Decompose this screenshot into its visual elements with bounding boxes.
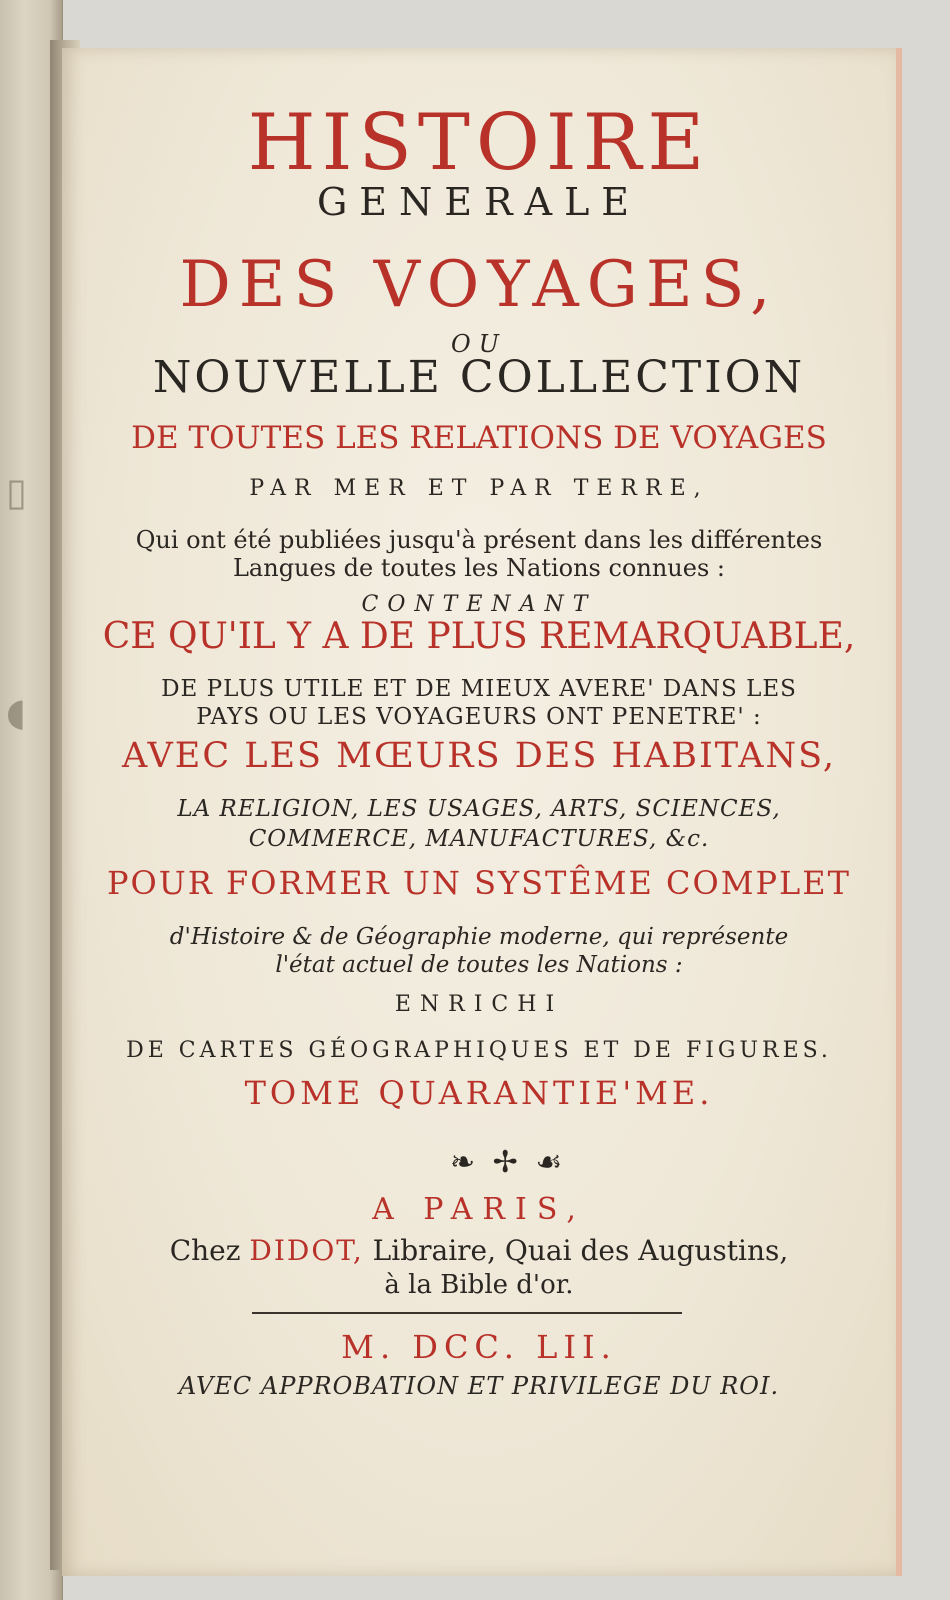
imprint-publisher-line bbox=[62, 1234, 896, 1267]
title-enrichi: ENRICHI bbox=[394, 992, 564, 1017]
imprint-chez: Chez bbox=[169, 1234, 241, 1267]
title-ou: OU bbox=[451, 330, 507, 358]
imprint-privilege: AVEC APPROBATION ET PRIVILEGE DU ROI. bbox=[178, 1372, 780, 1400]
imprint-date: M. DCC. LII. bbox=[341, 1328, 617, 1366]
title-moeurs: AVEC LES MŒURS DES HABITANS, bbox=[122, 736, 836, 776]
title-par-mer: PAR MER ET PAR TERRE, bbox=[249, 476, 709, 501]
title-religion: LA RELIGION, LES USAGES, ARTS, SCIENCES, bbox=[177, 796, 781, 822]
imprint-didot: DIDOT, bbox=[249, 1234, 364, 1267]
title-commerce: COMMERCE, MANUFACTURES, &c. bbox=[248, 826, 710, 852]
title-etat-actuel: l'état actuel de toutes les Nations : bbox=[275, 952, 683, 978]
imprint-libraire: Libraire, Quai des Augustins, bbox=[372, 1234, 789, 1267]
imprint-rule bbox=[252, 1312, 682, 1314]
title-page bbox=[62, 48, 898, 1576]
title-des-voyages: DES VOYAGES, bbox=[179, 248, 779, 322]
printer-ornament: ❧ ✢ ☙ bbox=[450, 1145, 567, 1180]
title-contenant: CONTENANT bbox=[361, 592, 597, 617]
facing-page-fragment: ◖ bbox=[6, 690, 27, 734]
title-nouvelle-collection: NOUVELLE COLLECTION bbox=[152, 352, 806, 403]
title-cartes: DE CARTES GÉOGRAPHIQUES ET DE FIGURES. bbox=[126, 1038, 832, 1063]
title-remarquable: CE QU'IL Y A DE PLUS REMARQUABLE, bbox=[102, 616, 856, 657]
title-plus-utile: DE PLUS UTILE ET DE MIEUX AVERE' DANS LES bbox=[161, 676, 797, 702]
title-generale: GENERALE bbox=[316, 180, 642, 224]
title-tome: TOME QUARANTIE'ME. bbox=[244, 1074, 714, 1112]
title-histoire: HISTOIRE bbox=[247, 98, 711, 188]
title-pays: PAYS OU LES VOYAGEURS ONT PENETRE' : bbox=[196, 704, 762, 730]
title-langues: Langues de toutes les Nations connues : bbox=[232, 554, 725, 582]
title-histoire-geographie: d'Histoire & de Géographie moderne, qui représente bbox=[169, 924, 789, 950]
imprint-address: à la Bible d'or. bbox=[384, 1270, 574, 1300]
title-relations: DE TOUTES LES RELATIONS DE VOYAGES bbox=[131, 420, 827, 456]
title-systeme: POUR FORMER UN SYSTÊME COMPLET bbox=[107, 864, 851, 902]
facing-page-fragment: ▯ bbox=[6, 470, 27, 514]
imprint-place: A PARIS, bbox=[372, 1192, 586, 1227]
title-publiees: Qui ont été publiées jusqu'à présent dans les différentes bbox=[135, 526, 823, 554]
